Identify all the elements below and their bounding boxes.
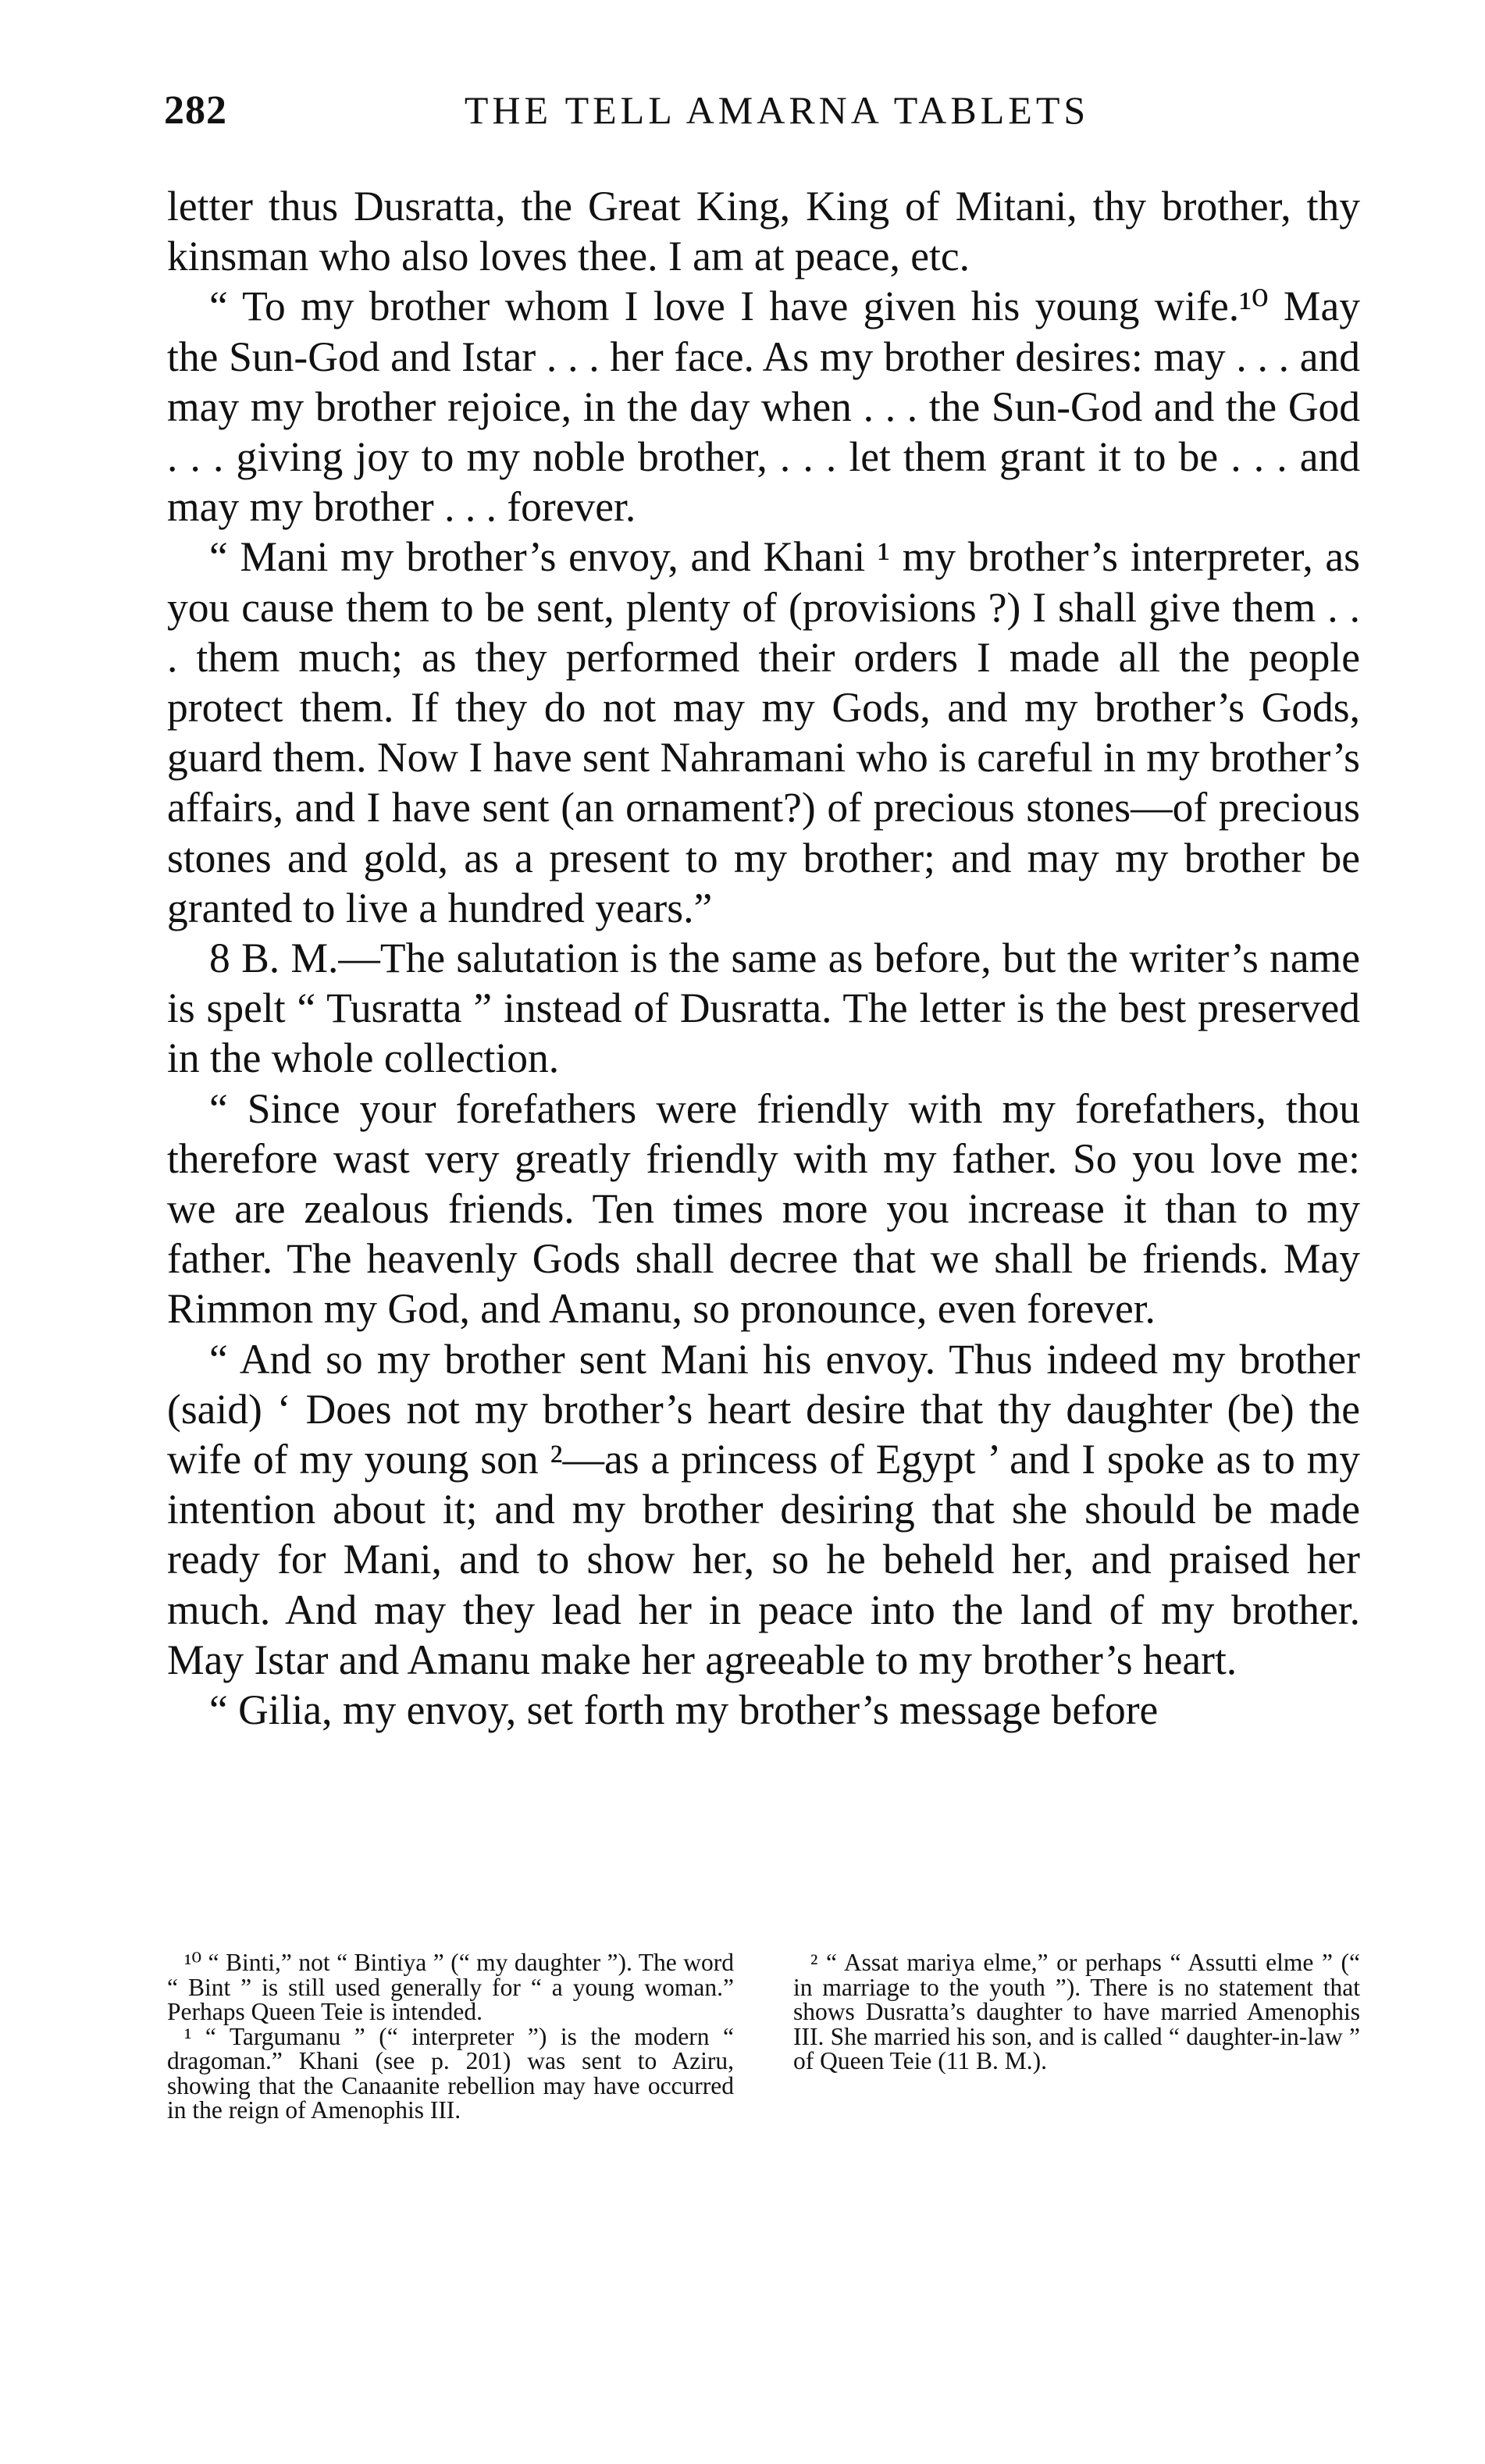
running-title: THE TELL AMARNA TABLETS	[464, 88, 1090, 132]
footnote: ¹⁰ “ Binti,” not “ Bintiya ” (“ my daughter ”). The word “ Bint ” is still used generally for “ a young woman.” Perhaps Queen Teie is intended.	[167, 1949, 734, 2025]
footnotes-right-column	[793, 1950, 1360, 2123]
page-header	[164, 87, 1359, 150]
footnote: ² “ Assat mariya elme,” or perhaps “ Assutti elme ” (“ in marriage to the youth ”). There is no statement that shows Dusratta’s daughter to have married Amenophis III. She married his son, and is called “ daughter-in-law ” of Queen Teie (11 B. M.).	[793, 1949, 1360, 2074]
body-text	[167, 181, 1360, 1735]
footnote: ¹ “ Targumanu ” (“ interpreter ”) is the modern “ dragoman.” Khani (see p. 201) was sent to Aziru, showing that the Canaanite rebellion may have occurred in the reign of Amenophis III.	[167, 2022, 734, 2124]
paragraph: “ To my brother whom I love I have given his young wife.¹⁰ May the Sun-God and Istar . . . her face. As my brother desires: may . . . and may my brother rejoice, in the day when . . . the Sun-God and the God . . . giving joy to my noble brother, . . . let them grant it to be . . . and may my brother . . . forever.	[167, 283, 1360, 531]
paragraph: 8 B. M.—The salutation is the same as before, but the writer’s name is spelt “ Tusratta ” instead of Dusratta. The letter is the best preserved in the whole collection.	[167, 935, 1360, 1082]
footnotes	[167, 1950, 1360, 2123]
footnotes-left-column	[167, 1950, 734, 2123]
paragraph: “ And so my brother sent Mani his envoy. Thus indeed my brother (said) ‘ Does not my brother’s heart desire that thy daughter (be) the wife of my young son ²—as a princess of Egypt ’ and I spoke as to my intention about it; and my brother desiring that she should be made ready for Mani, and to show her, so he beheld her, and praised her much. And may they lead her in peace into the land of my brother. May Istar and Amanu make her agreeable to my brother’s heart.	[167, 1335, 1360, 1683]
paragraph: letter thus Dusratta, the Great King, King of Mitani, thy brother, thy kinsman who also loves thee. I am at peace, etc.	[167, 183, 1360, 280]
paragraph: “ Mani my brother’s envoy, and Khani ¹ my brother’s interpreter, as you cause them to be sent, plenty of (provisions ?) I shall give them . . . them much; as they performed their orders I made all the people protect them. If they do not may my Gods, and my brother’s Gods, guard them. Now I have sent Nahramani who is careful in my brother’s affairs, and I have sent (an ornament?) of precious stones—of precious stones and gold, as a present to my brother; and may my brother be granted to live a hundred years.”	[167, 533, 1360, 931]
paragraph: “ Gilia, my envoy, set forth my brother’s message before	[209, 1686, 1159, 1734]
paragraph: “ Since your forefathers were friendly with my forefathers, thou therefore wast very greatly friendly with my father. So you love me: we are zealous friends. Ten times more you increase it than to my father. The heavenly Gods shall decree that we shall be friends. May Rimmon my God, and Amanu, so pronounce, even forever.	[167, 1084, 1360, 1333]
page-number: 282	[164, 88, 227, 133]
